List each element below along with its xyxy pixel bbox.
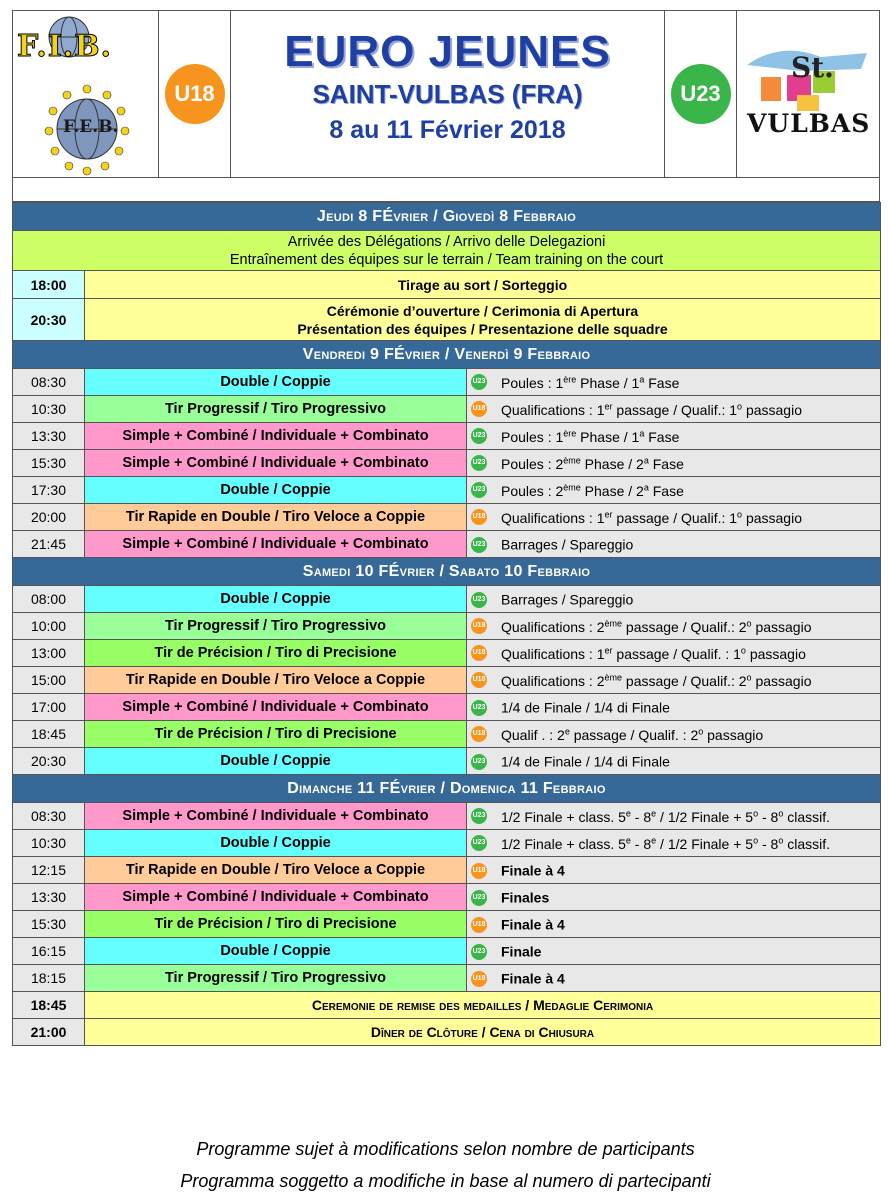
time-cell: 20:00	[13, 504, 85, 531]
schedule-row	[13, 830, 881, 857]
schedule-row	[13, 884, 881, 911]
day-header-row	[13, 341, 881, 369]
time-cell: 18:45	[13, 721, 85, 748]
detail-cell	[467, 613, 881, 640]
event-cell: Double / Coppie	[85, 748, 467, 775]
detail-cell	[467, 857, 881, 884]
category-badge-icon: U18	[471, 509, 487, 525]
event-cell: Double / Coppie	[85, 830, 467, 857]
closing-row	[13, 992, 881, 1019]
category-badge-icon: U23	[471, 592, 487, 608]
event-cell: Simple + Combiné / Individuale + Combinato	[85, 694, 467, 721]
category-badge-icon: U18	[471, 618, 487, 634]
time-cell: 20:30	[13, 299, 85, 341]
arrival-line-1: Arrivée des Délégations / Arrivo delle Delegazioni	[287, 233, 606, 250]
location: SAINT-VULBAS (FRA)	[312, 79, 583, 109]
detail-cell	[467, 450, 881, 477]
detail-text: Finale à 4	[501, 916, 565, 933]
detail-text: Qualifications : 1er passage / Qualif. : 1$^o$ passagio	[501, 645, 806, 662]
detail-cell	[467, 694, 881, 721]
feb-text: F.E.B.	[63, 117, 119, 137]
footer-note-it: Programma soggetto a modifiche in base al numero di partecipanti	[180, 1171, 711, 1191]
programme-sheet	[12, 10, 880, 1046]
fib-text: F.I.B.	[17, 29, 113, 64]
day-header: Dimanche 11 FÉvrier / Domenica 11 Febbraio	[13, 775, 881, 803]
category-badge-icon: U18	[471, 401, 487, 417]
schedule-row	[13, 803, 881, 830]
time-cell: 10:30	[13, 396, 85, 423]
detail-text: 1/2 Finale + class. 5e - 8e / 1/2 Finale + $5^o - 8^o$ classif.	[501, 808, 831, 825]
day-header: Vendredi 9 FÉvrier / Venerdì 9 Febbraio	[13, 341, 881, 369]
ceremony-cell	[85, 299, 881, 341]
footer-note-fr: Programme sujet à modifications selon nombre de participants	[196, 1139, 695, 1159]
day-header: Samedi 10 FÉvrier / Sabato 10 Febbraio	[13, 558, 881, 586]
event-cell: Simple + Combiné / Individuale + Combinato	[85, 803, 467, 830]
schedule-row	[13, 531, 881, 558]
event-cell: Tir Rapide en Double / Tiro Veloce a Coppie	[85, 667, 467, 694]
category-badge-icon: U23	[471, 835, 487, 851]
schedule-row	[13, 613, 881, 640]
detail-cell	[467, 531, 881, 558]
event-cell: Tir Rapide en Double / Tiro Veloce a Coppie	[85, 504, 467, 531]
detail-text: Poules : 2ème Phase / 2$^a$ Fase	[501, 482, 684, 499]
detail-text: Poules : 1ère Phase / 1$^a$ Fase	[501, 374, 680, 391]
ceremony-line-1: Cérémonie d’ouverture / Cerimonia di Apertura	[326, 302, 639, 319]
category-badge-icon: U23	[471, 428, 487, 444]
detail-text: Qualifications : 1er passage / Qualif.: 1$^o$ passagio	[501, 509, 802, 526]
time-cell: 08:30	[13, 803, 85, 830]
time-cell: 13:30	[13, 423, 85, 450]
category-badge-icon: U23	[471, 537, 487, 553]
detail-cell	[467, 504, 881, 531]
day-header-row	[13, 775, 881, 803]
schedule-row	[13, 965, 881, 992]
detail-text: Qualifications : 2ème passage / Qualif.: 2$^o$ passagio	[501, 618, 812, 635]
ceremony-cell	[85, 271, 881, 299]
event-cell: Tir Progressif / Tiro Progressivo	[85, 965, 467, 992]
event-cell: Tir Progressif / Tiro Progressivo	[85, 396, 467, 423]
detail-text: Finale à 4	[501, 970, 565, 987]
category-badge-icon: U23	[471, 944, 487, 960]
schedule-table	[12, 202, 881, 1046]
arrival-row	[13, 231, 881, 271]
detail-cell	[467, 965, 881, 992]
category-badge-icon: U23	[471, 455, 487, 471]
fib-feb-logos	[13, 11, 159, 177]
event-cell: Simple + Combiné / Individuale + Combinato	[85, 884, 467, 911]
time-cell: 17:00	[13, 694, 85, 721]
detail-cell	[467, 396, 881, 423]
day-header-row	[13, 558, 881, 586]
schedule-row	[13, 586, 881, 613]
u18-badge: U18	[165, 64, 225, 124]
detail-cell	[467, 803, 881, 830]
category-badge-icon: U23	[471, 808, 487, 824]
logo-vulbas: VULBAS	[747, 109, 871, 138]
category-badge-icon: U18	[471, 726, 487, 742]
event-cell: Simple + Combiné / Individuale + Combinato	[85, 423, 467, 450]
detail-text: Finale à 4	[501, 862, 565, 879]
category-badge-icon: U23	[471, 374, 487, 390]
detail-cell	[467, 911, 881, 938]
category-badge-icon: U23	[471, 754, 487, 770]
saint-vulbas-logo	[737, 11, 879, 177]
page-title: EURO JEUNES	[284, 27, 611, 76]
schedule-row	[13, 504, 881, 531]
detail-text: 1/2 Finale + class. 5e - 8e / 1/2 Finale + $5^o - 8^o$ classif.	[501, 835, 831, 852]
event-cell: Double / Coppie	[85, 369, 467, 396]
event-cell: Tir de Précision / Tiro di Precisione	[85, 640, 467, 667]
time-cell: 16:15	[13, 938, 85, 965]
schedule-row	[13, 911, 881, 938]
detail-cell	[467, 667, 881, 694]
detail-text: Barrages / Spareggio	[501, 591, 634, 608]
closing-cell: Dîner de Clôture / Cena di Chiusura	[85, 1019, 881, 1046]
schedule-row	[13, 640, 881, 667]
detail-cell	[467, 369, 881, 396]
time-cell: 13:30	[13, 884, 85, 911]
detail-cell	[467, 748, 881, 775]
detail-cell	[467, 938, 881, 965]
ceremony-line-2: Présentation des équipes / Presentazione delle squadre	[297, 320, 668, 337]
event-cell: Double / Coppie	[85, 477, 467, 504]
day-header-row	[13, 203, 881, 231]
time-cell: 21:00	[13, 1019, 85, 1046]
schedule-row	[13, 369, 881, 396]
schedule-row	[13, 450, 881, 477]
schedule-row	[13, 938, 881, 965]
category-badge-icon: U18	[471, 645, 487, 661]
event-cell: Double / Coppie	[85, 938, 467, 965]
arrival-line-2: Entraînement des équipes sur le terrain / Team training on the court	[229, 251, 664, 268]
day-header: Jeudi 8 FÉvrier / Giovedì 8 Febbraio	[13, 203, 881, 231]
u23-badge: U23	[671, 64, 731, 124]
detail-text: Finales	[501, 889, 550, 906]
ceremony-row	[13, 271, 881, 299]
detail-text: Qualifications : 2ème passage / Qualif.: 2$^o$ passagio	[501, 672, 812, 689]
category-badge-icon: U23	[471, 482, 487, 498]
detail-text: Qualifications : 1er passage / Qualif.: 1$^o$ passagio	[501, 401, 802, 418]
event-cell: Tir Progressif / Tiro Progressivo	[85, 613, 467, 640]
detail-text: Barrages / Spareggio	[501, 536, 634, 553]
time-cell: 15:30	[13, 450, 85, 477]
detail-text: Qualif . : 2e passage / Qualif. : 2$^o$ passagio	[501, 726, 764, 743]
detail-cell	[467, 477, 881, 504]
schedule-row	[13, 694, 881, 721]
time-cell: 13:00	[13, 640, 85, 667]
header	[12, 10, 880, 178]
spacer-row	[12, 178, 880, 202]
detail-cell	[467, 640, 881, 667]
time-cell: 18:15	[13, 965, 85, 992]
title-block	[231, 11, 665, 177]
schedule-row	[13, 748, 881, 775]
category-badge-icon: U18	[471, 917, 487, 933]
time-cell: 20:30	[13, 748, 85, 775]
detail-cell	[467, 830, 881, 857]
event-cell: Double / Coppie	[85, 586, 467, 613]
time-cell: 15:00	[13, 667, 85, 694]
closing-cell: Ceremonie de remise des medailles / Medaglie Cerimonia	[85, 992, 881, 1019]
time-cell: 12:15	[13, 857, 85, 884]
u18-cell	[159, 11, 231, 177]
event-cell: Simple + Combiné / Individuale + Combinato	[85, 531, 467, 558]
ceremony-line-1: Tirage au sort / Sorteggio	[397, 276, 568, 293]
schedule-row	[13, 721, 881, 748]
time-cell: 17:30	[13, 477, 85, 504]
time-cell: 21:45	[13, 531, 85, 558]
schedule-row	[13, 857, 881, 884]
detail-cell	[467, 423, 881, 450]
u23-cell	[665, 11, 737, 177]
time-cell: 15:30	[13, 911, 85, 938]
event-dates: 8 au 11 Février 2018	[329, 116, 566, 144]
event-cell: Tir de Précision / Tiro di Precisione	[85, 911, 467, 938]
time-cell: 18:45	[13, 992, 85, 1019]
time-cell: 08:30	[13, 369, 85, 396]
detail-text: 1/4 de Finale / 1/4 di Finale	[501, 699, 670, 716]
event-cell: Tir Rapide en Double / Tiro Veloce a Coppie	[85, 857, 467, 884]
time-cell: 10:30	[13, 830, 85, 857]
detail-text: Finale	[501, 943, 542, 960]
schedule-row	[13, 477, 881, 504]
detail-cell	[467, 884, 881, 911]
time-cell: 18:00	[13, 271, 85, 299]
time-cell: 10:00	[13, 613, 85, 640]
detail-cell	[467, 586, 881, 613]
category-badge-icon: U18	[471, 672, 487, 688]
schedule-row	[13, 423, 881, 450]
detail-text: 1/4 de Finale / 1/4 di Finale	[501, 753, 670, 770]
arrival-cell	[13, 231, 881, 271]
logo-st: St.	[791, 51, 834, 84]
detail-text: Poules : 1ère Phase / 1$^a$ Fase	[501, 428, 680, 445]
category-badge-icon: U23	[471, 700, 487, 716]
schedule-row	[13, 396, 881, 423]
category-badge-icon: U18	[471, 971, 487, 987]
category-badge-icon: U23	[471, 890, 487, 906]
detail-text: Poules : 2ème Phase / 2$^a$ Fase	[501, 455, 684, 472]
detail-cell	[467, 721, 881, 748]
ceremony-row	[13, 299, 881, 341]
category-badge-icon: U18	[471, 863, 487, 879]
event-cell: Simple + Combiné / Individuale + Combinato	[85, 450, 467, 477]
time-cell: 08:00	[13, 586, 85, 613]
closing-row	[13, 1019, 881, 1046]
event-cell: Tir de Précision / Tiro di Precisione	[85, 721, 467, 748]
schedule-row	[13, 667, 881, 694]
